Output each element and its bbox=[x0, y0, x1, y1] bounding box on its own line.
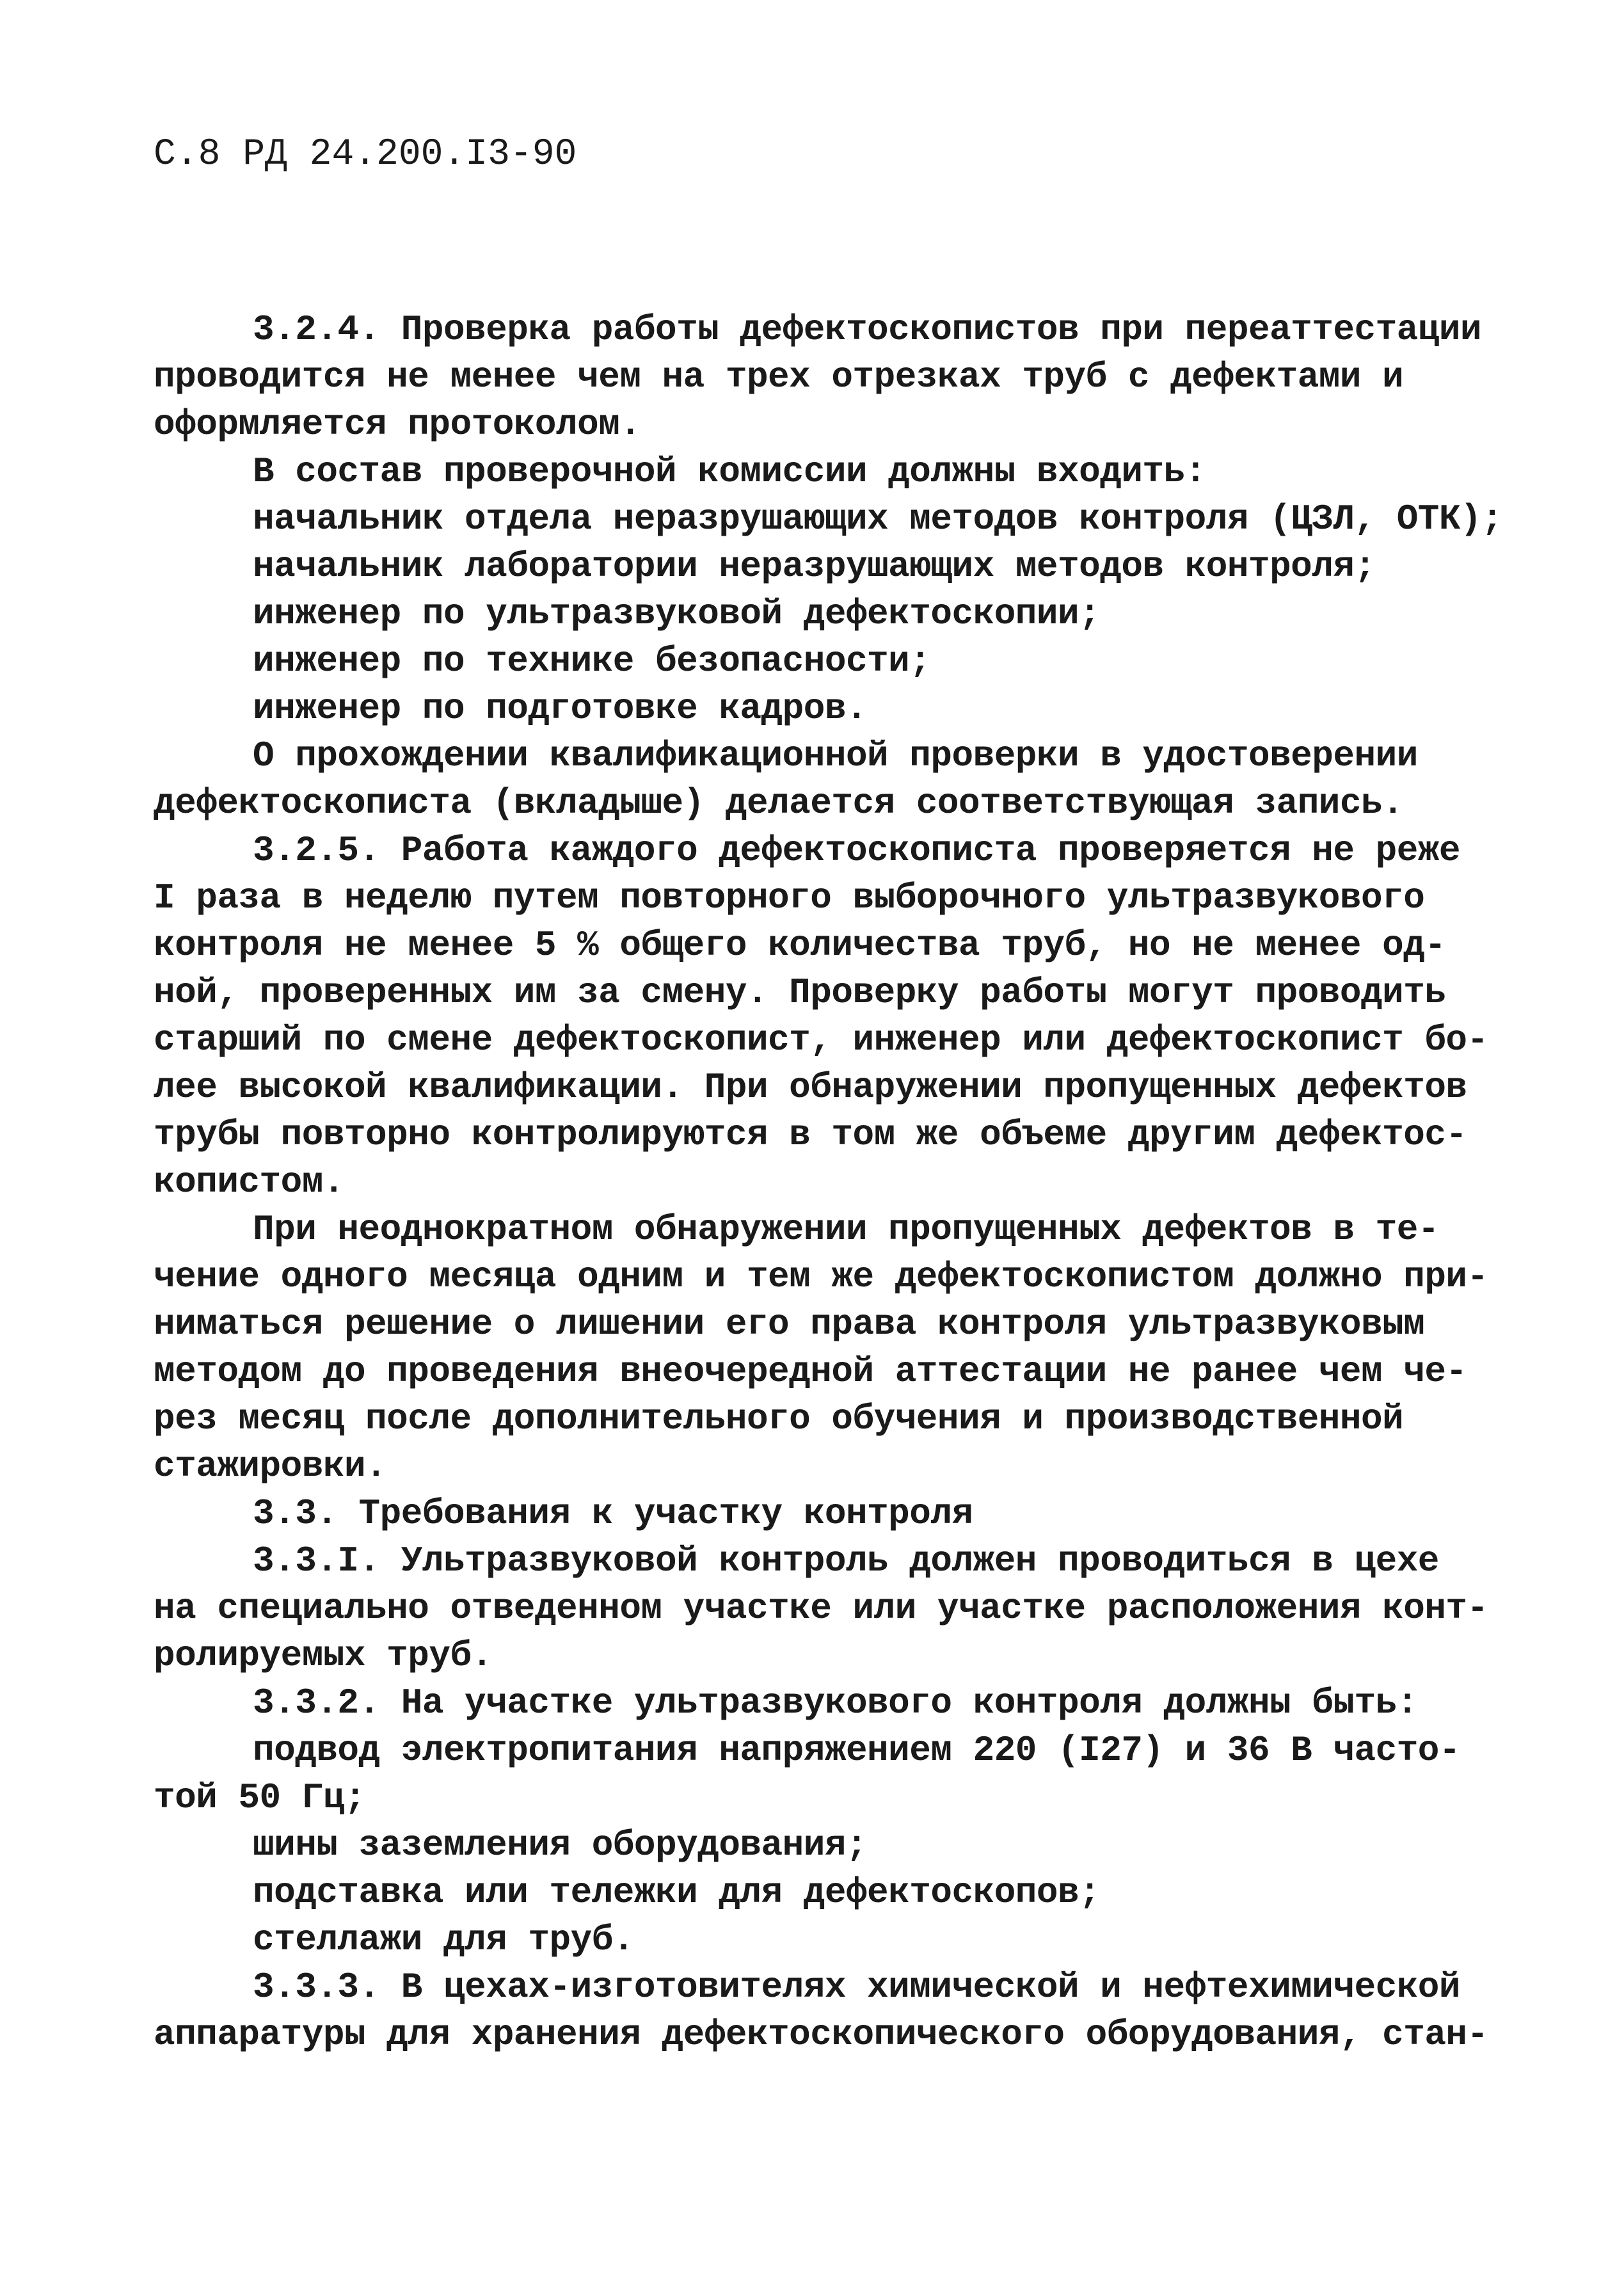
text-line: на специально отведенном участке или участке расположения конт- bbox=[154, 1588, 1488, 1629]
text-line: подставка или тележки для дефектоскопов; bbox=[253, 1872, 1101, 1913]
text-line: старший по смене дефектоскопист, инженер или дефектоскопист бо- bbox=[154, 1019, 1488, 1060]
text-line: 3.3. Требования к участку контроля bbox=[253, 1493, 973, 1534]
text-line: дефектоскописта (вкладыше) делается соответствующая запись. bbox=[154, 783, 1404, 824]
text-line: 3.3.I. Ультразвуковой контроль должен проводиться в цехе bbox=[253, 1540, 1439, 1581]
text-line: методом до проведения внеочередной аттестации не ранее чем че- bbox=[154, 1351, 1467, 1392]
text-line: копистом. bbox=[154, 1162, 344, 1203]
text-line: контроля не менее 5 % общего количества труб, но не менее од- bbox=[154, 925, 1446, 966]
text-line: О прохождении квалификационной проверки в удостоверении bbox=[253, 735, 1418, 776]
text-line: аппаратуры для хранения дефектоскопического оборудования, стан- bbox=[154, 2014, 1488, 2055]
text-line: стажировки. bbox=[154, 1446, 387, 1487]
text-line: 3.3.3. В цехах-изготовителях химической и нефтехимической bbox=[253, 1967, 1461, 2008]
document-body bbox=[154, 306, 1503, 2058]
text-line: ной, проверенных им за смену. Проверку работы могут проводить bbox=[154, 972, 1446, 1013]
page-header: С.8 РД 24.200.I3-90 bbox=[154, 134, 577, 175]
text-line: При неоднократном обнаружении пропущенных дефектов в те- bbox=[253, 1209, 1439, 1250]
text-line: чение одного месяца одним и тем же дефектоскопистом должно при- bbox=[154, 1256, 1488, 1297]
text-line: той 50 Гц; bbox=[154, 1777, 366, 1818]
text-line: начальник отдела неразрушающих методов контроля (ЦЗЛ, ОТК); bbox=[253, 499, 1503, 540]
text-line: 3.2.4. Проверка работы дефектоскопистов при переаттестации bbox=[253, 309, 1482, 350]
text-line: оформляется протоколом. bbox=[154, 404, 641, 445]
text-line: ролируемых труб. bbox=[154, 1635, 493, 1676]
text-line: подвод электропитания напряжением 220 (I27) и 36 В часто- bbox=[253, 1730, 1461, 1771]
text-line: лее высокой квалификации. При обнаружении пропущенных дефектов bbox=[154, 1067, 1467, 1108]
text-line: начальник лаборатории неразрушающих методов контроля; bbox=[253, 546, 1376, 587]
text-line: шины заземления оборудования; bbox=[253, 1825, 868, 1866]
text-line: инженер по ультразвуковой дефектоскопии; bbox=[253, 593, 1101, 634]
text-line: рез месяц после дополнительного обучения и производственной bbox=[154, 1398, 1404, 1439]
text-line: 3.2.5. Работа каждого дефектоскописта проверяется не реже bbox=[253, 830, 1461, 871]
text-line: трубы повторно контролируются в том же объеме другим дефектос- bbox=[154, 1114, 1467, 1155]
text-line: I раза в неделю путем повторного выборочного ультразвукового bbox=[154, 877, 1425, 918]
text-line: инженер по технике безопасности; bbox=[253, 641, 931, 682]
text-line: 3.3.2. На участке ультразвукового контроля должны быть: bbox=[253, 1683, 1418, 1723]
text-line: инженер по подготовке кадров. bbox=[253, 688, 868, 729]
text-line: стеллажи для труб. bbox=[253, 1919, 634, 1960]
text-line: В состав проверочной комиссии должны входить: bbox=[253, 451, 1206, 492]
text-line: ниматься решение о лишении его права контроля ультразвуковым bbox=[154, 1304, 1425, 1345]
text-line: проводится не менее чем на трех отрезках труб с дефектами и bbox=[154, 356, 1404, 397]
